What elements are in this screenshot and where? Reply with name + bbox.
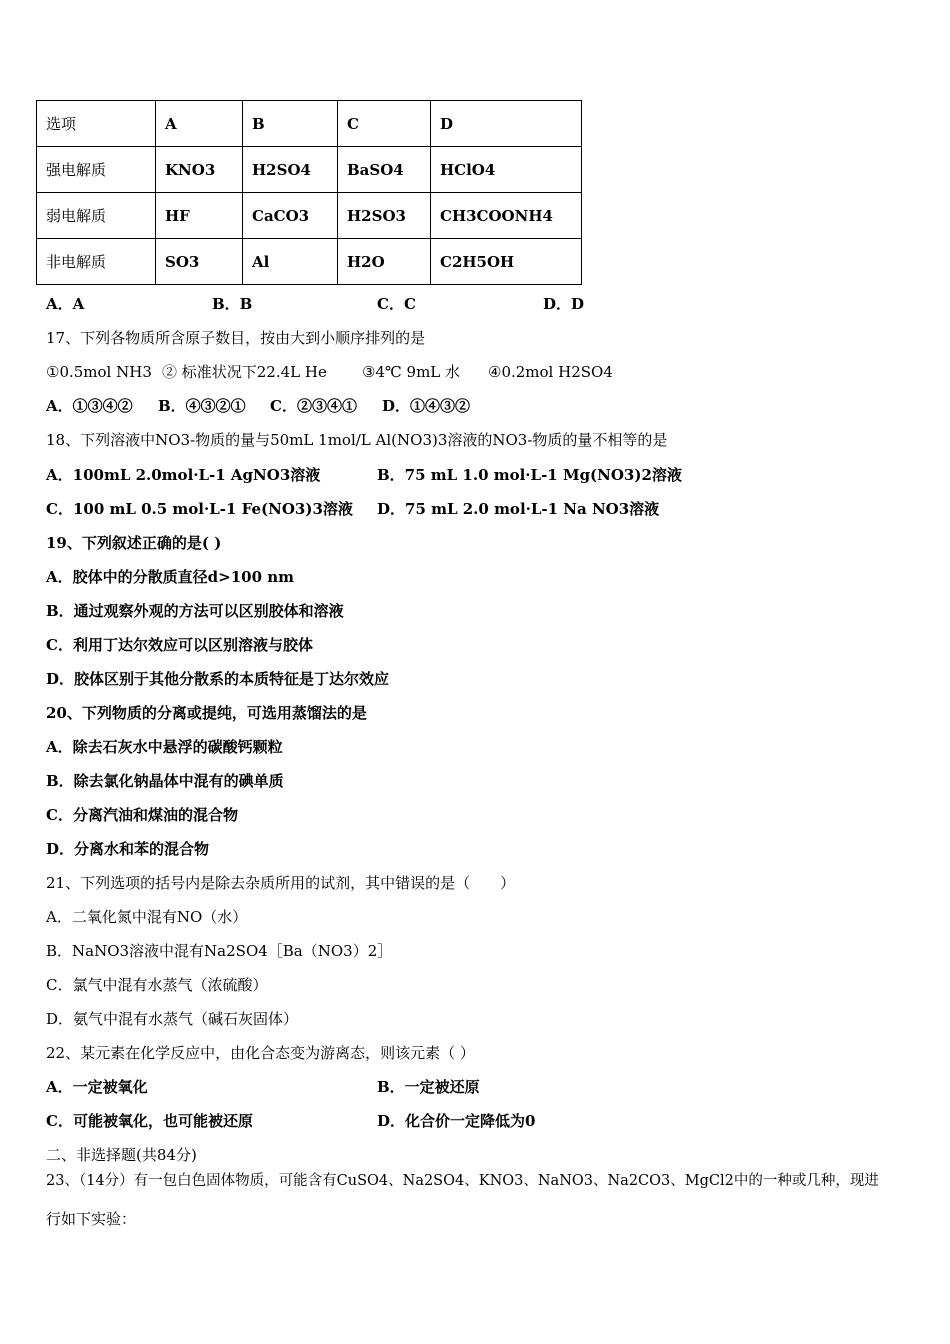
q21-option-a: A．二氧化氮中混有NO（水） — [46, 908, 248, 926]
q20-option-d: D．分离水和苯的混合物 — [46, 840, 210, 858]
table-cell: HClO4 — [431, 147, 582, 193]
table-header-cell: D — [431, 101, 582, 147]
q19-option-c: C．利用丁达尔效应可以区别溶液与胶体 — [46, 636, 313, 654]
q19-option-d: D．胶体区别于其他分散系的本质特征是丁达尔效应 — [46, 670, 390, 688]
table-cell: Al — [243, 239, 338, 285]
q22-option-b: B．一定被还原 — [377, 1078, 480, 1096]
q17-item: ①0.5mol NH3 — [46, 363, 152, 381]
table-cell: H2SO3 — [338, 193, 431, 239]
table-cell: KNO3 — [156, 147, 243, 193]
q20-stem: 20、下列物质的分离或提纯，可选用蒸馏法的是 — [46, 704, 367, 722]
table-row — [37, 193, 582, 239]
table-cell: CaCO3 — [243, 193, 338, 239]
q18-option-c: C．100 mL 0.5 mol·L-1 Fe(NO3)3溶液 — [46, 500, 353, 518]
q17-item: ③4℃ 9mL 水 — [362, 363, 461, 381]
q20-option-b: B．除去氯化钠晶体中混有的碘单质 — [46, 772, 284, 790]
q19-option-a: A．胶体中的分散质直径d>100 nm — [46, 568, 295, 586]
table-cell: BaSO4 — [338, 147, 431, 193]
table-header-cell: B — [243, 101, 338, 147]
q16-option-a: A．A — [46, 295, 85, 313]
q18-option-d: D．75 mL 2.0 mol·L-1 Na NO3溶液 — [377, 500, 660, 518]
q16-option-d: D．D — [543, 295, 585, 313]
q17-option-d: D．①④③② — [382, 397, 471, 415]
q17-item: ④0.2mol H2SO4 — [488, 363, 613, 381]
q22-option-a: A．一定被氧化 — [46, 1078, 148, 1096]
q16-table — [36, 100, 582, 285]
table-row-label: 非电解质 — [37, 239, 156, 285]
q20-option-a: A．除去石灰水中悬浮的碳酸钙颗粒 — [46, 738, 283, 756]
table-cell: H2O — [338, 239, 431, 285]
table-header-cell: 选项 — [37, 101, 156, 147]
q17-option-c: C．②③④① — [270, 397, 357, 415]
table-row — [37, 147, 582, 193]
q18-option-a: A．100mL 2.0mol·L-1 AgNO3溶液 — [46, 466, 321, 484]
table-header-row — [37, 101, 582, 147]
table-header-cell: A — [156, 101, 243, 147]
q16-option-c: C．C — [377, 295, 416, 313]
q22-option-c: C．可能被氧化，也可能被还原 — [46, 1112, 253, 1130]
table-header-cell: C — [338, 101, 431, 147]
table-cell: SO3 — [156, 239, 243, 285]
q21-stem: 21、下列选项的括号内是除去杂质所用的试剂，其中错误的是（ ） — [46, 874, 516, 892]
q17-option-a: A．①③④② — [46, 397, 133, 415]
q17-option-b: B．④③②① — [158, 397, 246, 415]
table-cell: HF — [156, 193, 243, 239]
q18-option-b: B．75 mL 1.0 mol·L-1 Mg(NO3)2溶液 — [377, 466, 682, 484]
q22-stem: 22、某元素在化学反应中，由化合态变为游离态，则该元素（ ） — [46, 1044, 475, 1062]
table-row-label: 弱电解质 — [37, 193, 156, 239]
table-row — [37, 239, 582, 285]
q18-stem: 18、下列溶液中NO3-物质的量与50mL 1mol/L Al(NO3)3溶液的NO3-物质的量不相等的是 — [46, 431, 668, 449]
q16-option-b: B．B — [212, 295, 253, 313]
q21-option-d: D．氨气中混有水蒸气（碱石灰固体） — [46, 1010, 299, 1028]
table-row-label: 强电解质 — [37, 147, 156, 193]
q20-option-c: C．分离汽油和煤油的混合物 — [46, 806, 238, 824]
q17-stem: 17、下列各物质所含原子数目，按由大到小顺序排列的是 — [46, 329, 426, 347]
table-cell: H2SO4 — [243, 147, 338, 193]
table-cell: C2H5OH — [431, 239, 582, 285]
q17-item: ② 标准状况下22.4L He — [162, 363, 327, 381]
q19-option-b: B．通过观察外观的方法可以区别胶体和溶液 — [46, 602, 344, 620]
q23-line2: 行如下实验： — [46, 1210, 137, 1228]
section-heading: 二、非选择题(共84分) — [46, 1146, 197, 1164]
q23-line1: 23、（14分）有一包白色固体物质，可能含有CuSO4、Na2SO4、KNO3、NaNO3、Na2CO3、MgCl2中的一种或几种，现进 — [46, 1173, 879, 1189]
q19-stem: 19、下列叙述正确的是( ) — [46, 534, 222, 552]
table-cell: CH3COONH4 — [431, 193, 582, 239]
q21-option-c: C．氯气中混有水蒸气（浓硫酸） — [46, 976, 268, 994]
q21-option-b: B．NaNO3溶液中混有Na2SO4［Ba（NO3）2］ — [46, 942, 393, 960]
q22-option-d: D．化合价一定降低为0 — [377, 1112, 536, 1130]
